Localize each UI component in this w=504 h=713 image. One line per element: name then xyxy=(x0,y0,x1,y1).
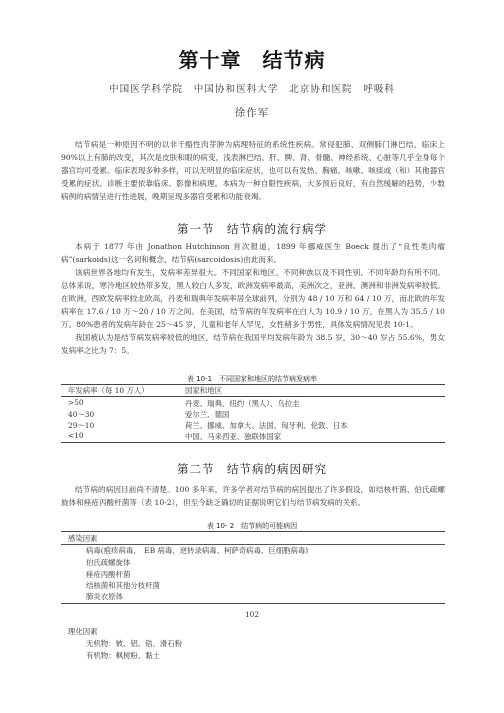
table-2-item: 有机物：枫树粉、黏土 xyxy=(86,651,160,660)
table-1-top-rule xyxy=(61,384,445,385)
table-2-item: 无机物：铍、铝、锆、滑石粉 xyxy=(86,639,183,648)
table-cell-rate: 29～10 xyxy=(68,421,95,430)
section-2-paragraph-1: 结节病的病因目前尚不清楚。100 多年来，许多学者对结节病的病因提出了许多假设，如结核杆菌、伯氏疏螺旋体和痤疮丙酸杆菌等（表 10-2），但至今缺乏确切的证据说明它们与结节病发病的关系。 xyxy=(61,485,445,507)
chapter-title: 第十章 结节病 xyxy=(178,48,326,72)
table-2-page-rule xyxy=(61,603,445,604)
table-cell-region: 丹麦、瑞典、纽约（黑人）、乌拉圭 xyxy=(185,399,300,408)
table-row xyxy=(68,431,438,441)
table-1-caption: 表 10-1 不同国家和地区的结节病发病率 xyxy=(186,375,318,383)
table-cell-region: 中国、马来西亚、独联体国家 xyxy=(185,432,282,441)
table-2-item: 伯氏疏螺旋体 xyxy=(86,558,131,567)
table-row xyxy=(68,420,438,430)
table-2-item: 结核菌和其他分枝杆菌 xyxy=(86,581,160,590)
author-affiliation: 中国医学科学院 中国协和医科大学 北京协和医院 呼吸科 xyxy=(108,84,396,95)
section-2-title: 第二节 结节病的病因研究 xyxy=(177,462,327,476)
section-1-paragraph-2: 该病世界各地均有发生，发病率差异很大。不同国家和地区、不同种族以及不同性别、不同年龄均有所不同。总体来说，寒冷地区较热带多发，黑人较白人多发，欧洲发病率最高，美洲次之，亚洲、澳洲和非洲发病率较低。在欧洲，西欧发病率较北欧高，丹麦和瑞典年发病率居全球前列，分别为 48 / 10 万和 64 / 10 万，而北欧的年发病率在 17.6 / 10 万～20 / 10 万之间。在美国，结节病的年发病率在白人为 10.9 / 10 万，在黑人为 35.5 / 10 万。80%患者的发病年龄在 25～45 岁，儿童和老年人罕见，女性稍多于男性，具体发病情况见表 10-1。 xyxy=(61,268,445,329)
table-2-category: 理化因素 xyxy=(68,627,98,636)
table-1-bottom-rule xyxy=(61,442,445,443)
table-2-top-rule xyxy=(61,531,445,532)
table-2-category: 感染因素 xyxy=(68,534,98,543)
author-name: 徐作军 xyxy=(234,107,270,119)
table-1-header-rule xyxy=(61,396,445,397)
table-2-caption: 表 10- 2 结节病的可能病因 xyxy=(206,522,298,530)
table-2-item: 肺炎衣原体 xyxy=(86,592,123,601)
page-number: 102 xyxy=(244,610,260,619)
section-1-title: 第一节 结节病的流行病学 xyxy=(177,222,327,236)
table-cell-rate: >50 xyxy=(68,398,84,407)
table-cell-rate: 40～30 xyxy=(68,410,95,419)
table-row xyxy=(68,409,438,419)
intro-paragraph: 结节病是一种原因不明的以非干酪性肉芽肿为病理特征的系统性疾病。常侵犯肺、双侧肺门淋巴结，临床上90%以上有肺的改变，其次是皮肤和眼的病变，浅表淋巴结、肝、脾、肾、骨髓、神经系统、心脏等几乎全身每个器官均可受累。临床表现多种多样，可以无明显的临床症状，也可以有发热、胸痛、咳嗽、咳痰或（和）其他器官受累的症状。诊断主要依靠临床、影像和病理。本病为一种自限性疾病，大多预后良好，有自然缓解的趋势，少数病例的病情呈进行性进展，晚期呈现多器官受累和功能衰竭。 xyxy=(61,140,445,201)
table-1-header-rate: 年发病率（每 10 万人） xyxy=(68,386,149,395)
table-1-header-region: 国家和地区 xyxy=(185,386,222,395)
table-2-item: 病毒(疱疹病毒、 EB 病毒、逆转录病毒、柯萨奇病毒、巨细胞病毒) xyxy=(86,546,309,555)
section-1-paragraph-1: 本病于 1877 年由 Jonathon Hutchinson 首次报道，1899 年挪威医生 Boeck 提出了“良性类肉瘤病”(sarkoids)这一名词和概念，结节病(sarcoidosis)由此而来。 xyxy=(61,242,445,264)
table-2-item: 痤疮丙酸杆菌 xyxy=(86,570,131,579)
table-cell-region: 爱尔兰、德国 xyxy=(185,410,230,419)
table-row xyxy=(68,398,438,408)
table-cell-region: 荷兰、挪威、加拿大、法国、匈牙利、伦敦、日本 xyxy=(185,421,348,430)
section-1-paragraph-3: 我国被认为是结节病发病率较低的地区，结节病在我国平均发病年龄为 38.5 岁，30～40 岁占 55.6%，男女发病率之比为 7：5。 xyxy=(61,333,445,355)
table-cell-rate: <10 xyxy=(68,431,84,440)
